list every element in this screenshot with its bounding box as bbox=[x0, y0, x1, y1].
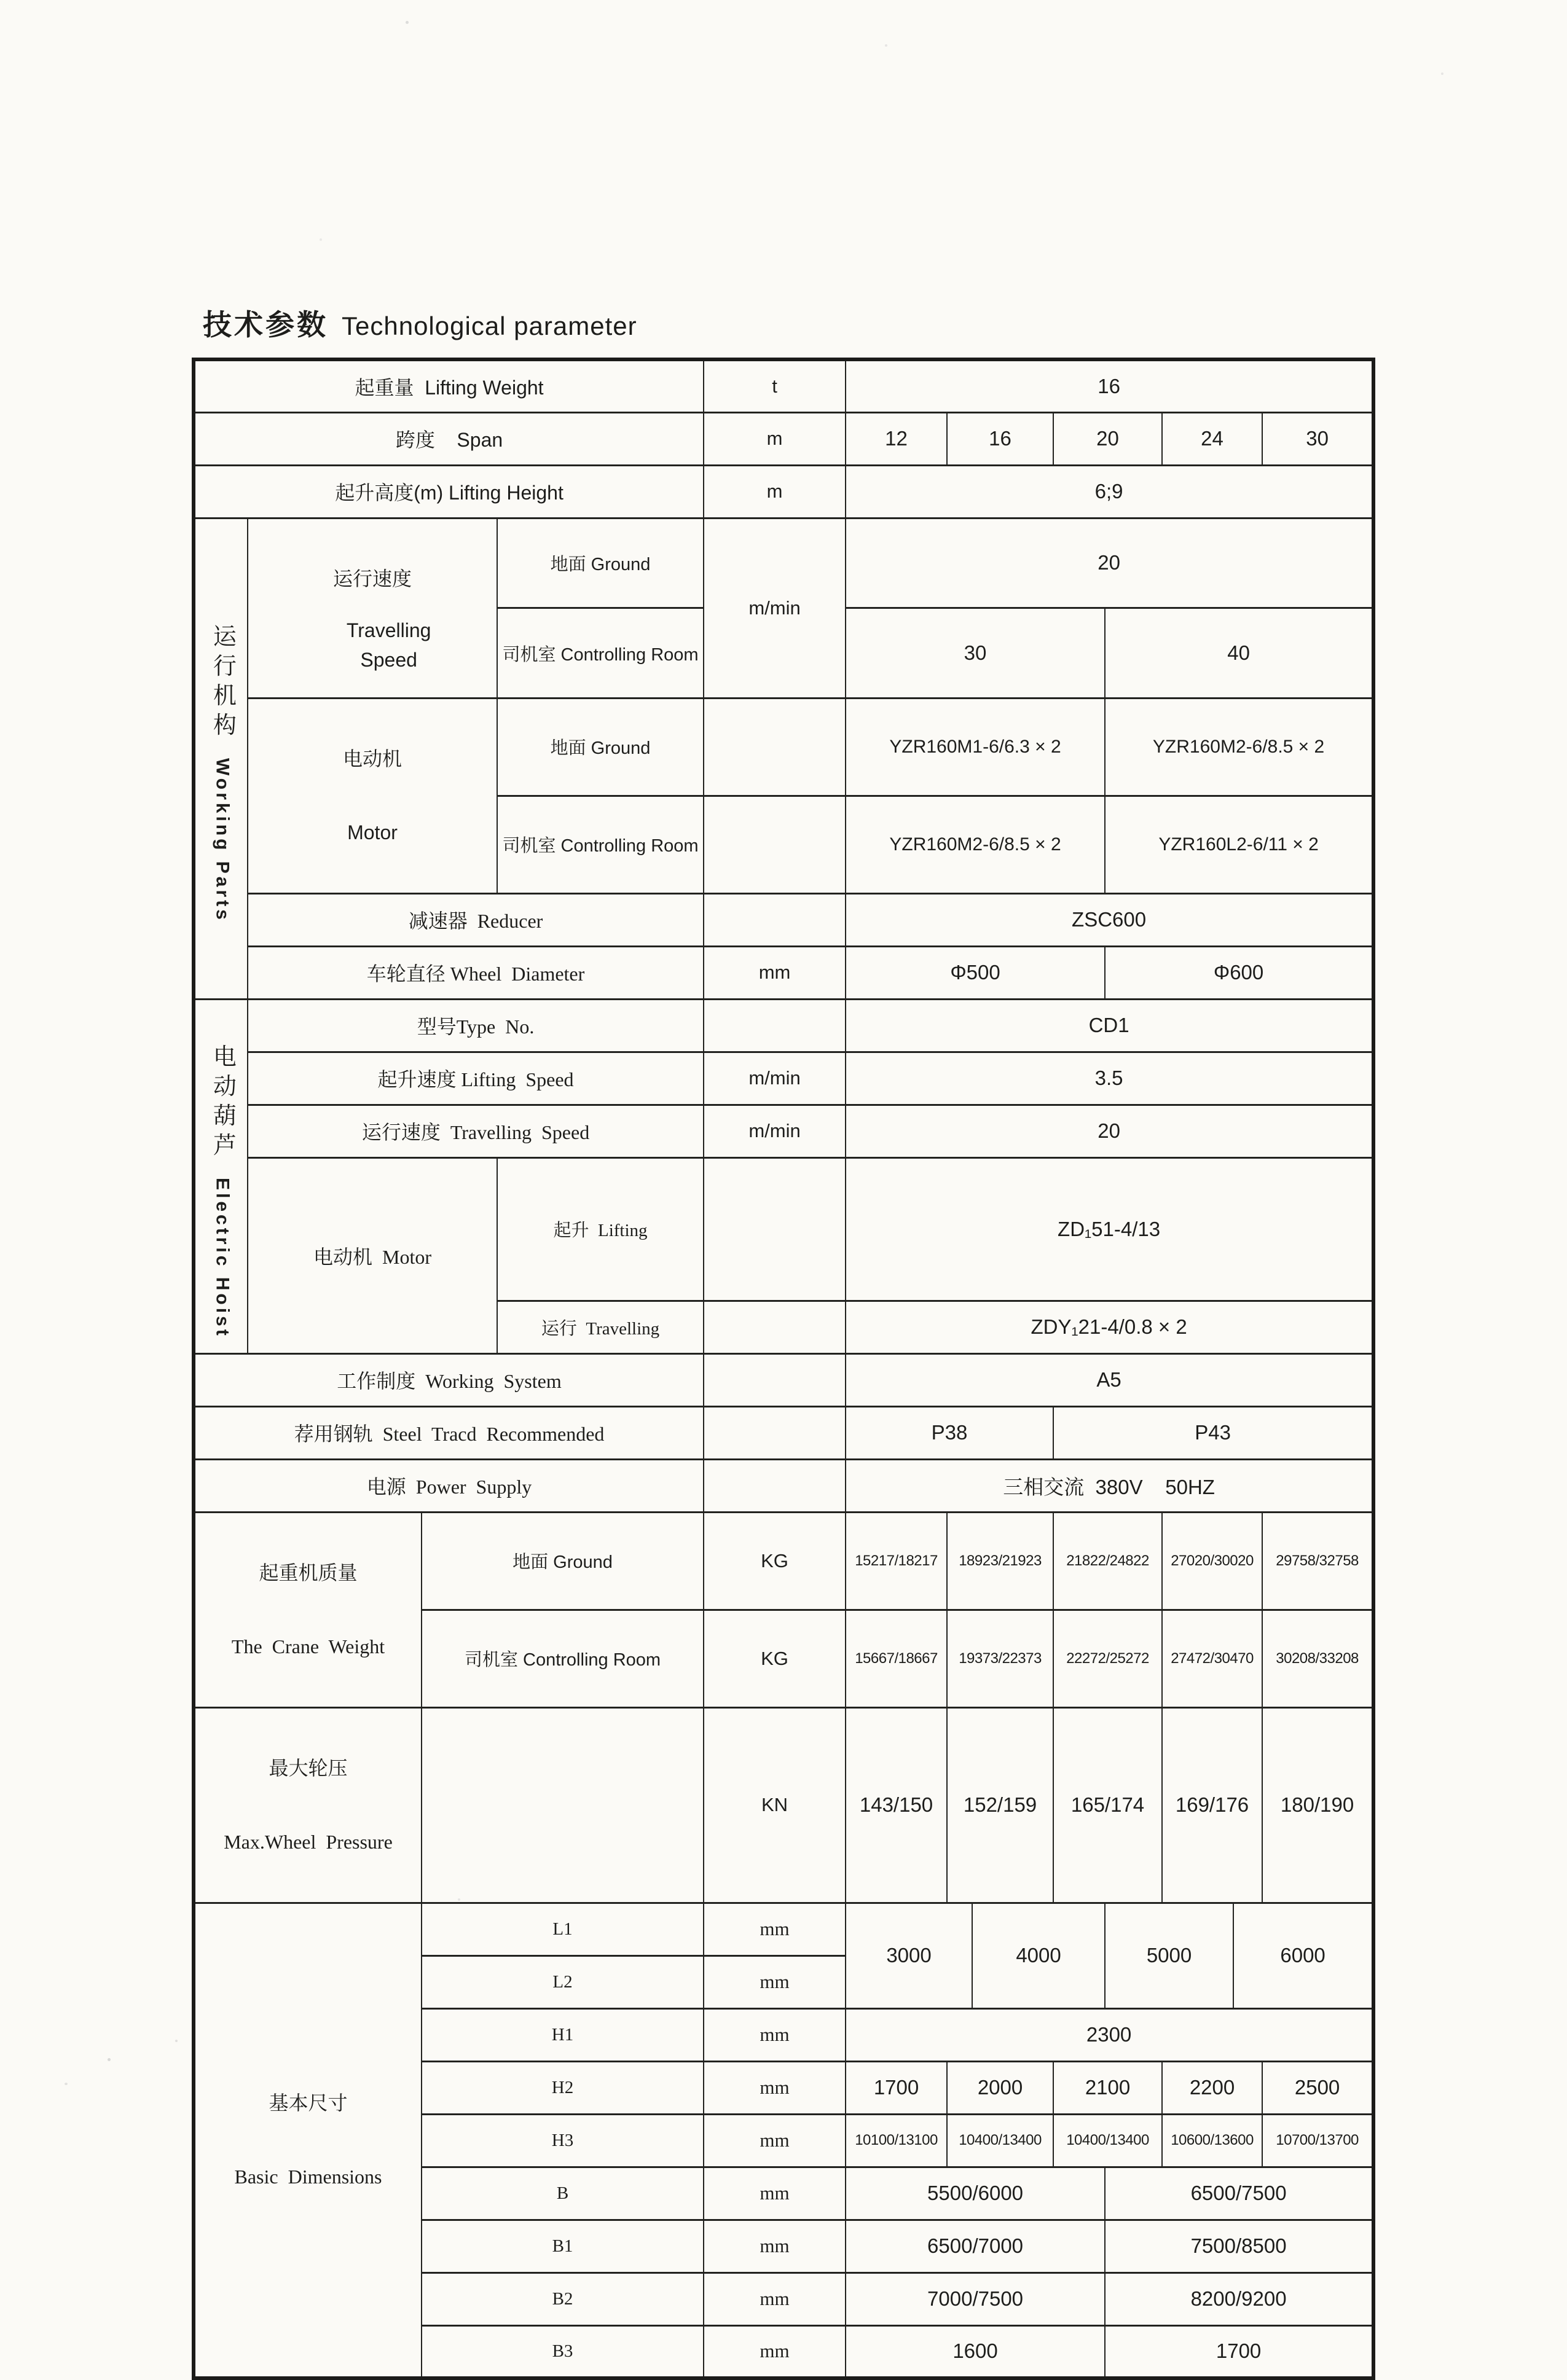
label-hoist-motor: 电动机 Motor bbox=[248, 1157, 497, 1353]
label-crane-weight-en: The Crane Weight bbox=[231, 1635, 385, 1658]
label-basic-dimensions-zh: 基本尺寸 bbox=[269, 2091, 348, 2114]
value-cwr-1: 15667/18667 bbox=[846, 1610, 947, 1707]
scan-speck bbox=[885, 44, 887, 47]
row-crane-weight-ground bbox=[194, 1512, 1373, 1610]
cell-empty-max-wheel bbox=[422, 1707, 704, 1903]
label-wheel-diameter: 车轮直径 Wheel Diameter bbox=[248, 946, 704, 999]
value-h3-1: 10100/13100 bbox=[846, 2114, 947, 2167]
row-wp-motor-ground bbox=[194, 698, 1373, 796]
label-lifting-height: 起升高度(m) Lifting Height bbox=[194, 465, 704, 518]
label-hoist-lifting-speed: 起升速度 Lifting Speed bbox=[248, 1052, 704, 1105]
value-b1-right: 7500/8500 bbox=[1105, 2220, 1373, 2272]
row-lifting-height bbox=[194, 465, 1373, 518]
label-max-wheel-pressure bbox=[194, 1707, 422, 1903]
value-lifting-weight: 16 bbox=[846, 359, 1373, 412]
value-mwp-5: 180/190 bbox=[1262, 1707, 1373, 1903]
scan-speck bbox=[320, 238, 322, 241]
label-wp-motor-room: 司机室 Controlling Room bbox=[497, 796, 704, 893]
value-b-left: 5500/6000 bbox=[846, 2167, 1105, 2220]
value-cwr-5: 30208/33208 bbox=[1262, 1610, 1373, 1707]
unit-empty-hoist-motor-travelling bbox=[704, 1301, 846, 1353]
section-electric-hoist-zh: 电动葫芦 bbox=[209, 1044, 235, 1162]
label-ts-ground: 地面 Ground bbox=[497, 518, 704, 608]
value-cwr-3: 22272/25272 bbox=[1053, 1610, 1162, 1707]
unit-empty-steel-track bbox=[704, 1406, 846, 1459]
label-crane-weight-zh: 起重机质量 bbox=[259, 1561, 358, 1584]
value-reducer: ZSC600 bbox=[846, 893, 1373, 946]
value-working-system: A5 bbox=[846, 1353, 1373, 1406]
value-h2-4: 2200 bbox=[1162, 2061, 1262, 2114]
unit-empty-motor-ground bbox=[704, 698, 846, 796]
value-h2-2: 2000 bbox=[947, 2061, 1053, 2114]
value-span-16: 16 bbox=[947, 412, 1053, 465]
value-wheel-diameter-600: Φ600 bbox=[1105, 946, 1373, 999]
value-span-24: 24 bbox=[1162, 412, 1262, 465]
unit-empty-hoist-motor-lifting bbox=[704, 1157, 846, 1301]
value-h3-3: 10400/13400 bbox=[1053, 2114, 1162, 2167]
row-span bbox=[194, 412, 1373, 465]
row-steel-track bbox=[194, 1406, 1373, 1459]
scan-speck bbox=[175, 2040, 178, 2042]
row-max-wheel-pressure bbox=[194, 1707, 1373, 1903]
value-hoist-motor-lifting: ZD₁51-4/13 bbox=[846, 1157, 1373, 1301]
label-crane-weight-room: 司机室 Controlling Room bbox=[422, 1610, 704, 1707]
label-reducer: 减速器 Reducer bbox=[248, 893, 704, 946]
section-electric-hoist-en: Electric Hoist bbox=[212, 1178, 233, 1339]
unit-empty-power-supply bbox=[704, 1459, 846, 1512]
label-basic-dimensions-en: Basic Dimensions bbox=[234, 2166, 382, 2188]
row-dim-l1 bbox=[194, 1903, 1373, 1955]
label-hoist-motor-lifting: 起升 Lifting bbox=[497, 1157, 704, 1301]
unit-hoist-travelling-speed: m/min bbox=[704, 1105, 846, 1157]
unit-empty-working-system bbox=[704, 1353, 846, 1406]
value-b-right: 6500/7500 bbox=[1105, 2167, 1373, 2220]
value-cwg-1: 15217/18217 bbox=[846, 1512, 947, 1610]
value-cwr-2: 19373/22373 bbox=[947, 1610, 1053, 1707]
page-title-zh: 技术参数 bbox=[203, 308, 328, 341]
label-span: 跨度 Span bbox=[194, 412, 704, 465]
unit-lifting-weight: t bbox=[704, 359, 846, 412]
value-dim-h1: 2300 bbox=[846, 2008, 1373, 2061]
unit-crane-weight-ground: KG bbox=[704, 1512, 846, 1610]
label-power-supply: 电源 Power Supply bbox=[194, 1459, 704, 1512]
value-ts-ground: 20 bbox=[846, 518, 1373, 608]
unit-span: m bbox=[704, 412, 846, 465]
value-mwp-1: 143/150 bbox=[846, 1707, 947, 1903]
value-span-30: 30 bbox=[1262, 412, 1373, 465]
label-dim-h3: H3 bbox=[422, 2114, 704, 2167]
row-type-no bbox=[194, 999, 1373, 1052]
row-power-supply bbox=[194, 1459, 1373, 1512]
value-hoist-lifting-speed: 3.5 bbox=[846, 1052, 1373, 1105]
unit-dim-b3: mm bbox=[704, 2325, 846, 2378]
unit-dim-h1: mm bbox=[704, 2008, 846, 2061]
row-wheel-diameter bbox=[194, 946, 1373, 999]
label-hoist-motor-travelling: 运行 Travelling bbox=[497, 1301, 704, 1353]
label-wp-motor-zh: 电动机 bbox=[342, 747, 402, 770]
page-title bbox=[203, 302, 637, 343]
label-max-wheel-pressure-zh: 最大轮压 bbox=[269, 1756, 348, 1779]
value-l1l2-4000: 4000 bbox=[972, 1903, 1105, 2008]
scan-speck bbox=[65, 2083, 68, 2085]
scan-speck bbox=[406, 21, 409, 24]
scan-speck bbox=[108, 2058, 111, 2061]
value-type-no: CD1 bbox=[846, 999, 1373, 1052]
label-wp-motor-en: Motor bbox=[347, 821, 398, 844]
unit-dim-l1: mm bbox=[704, 1903, 846, 1955]
unit-dim-b2: mm bbox=[704, 2272, 846, 2325]
label-dim-b2: B2 bbox=[422, 2272, 704, 2325]
label-hoist-travelling-speed: 运行速度 Travelling Speed bbox=[248, 1105, 704, 1157]
value-cwg-3: 21822/24822 bbox=[1053, 1512, 1162, 1610]
value-hoist-travelling-speed: 20 bbox=[846, 1105, 1373, 1157]
section-electric-hoist bbox=[194, 999, 248, 1353]
unit-wheel-diameter: mm bbox=[704, 946, 846, 999]
value-h3-5: 10700/13700 bbox=[1262, 2114, 1373, 2167]
label-dim-l1: L1 bbox=[422, 1903, 704, 1955]
label-basic-dimensions bbox=[194, 1903, 422, 2378]
label-dim-b3: B3 bbox=[422, 2325, 704, 2378]
label-crane-weight bbox=[194, 1512, 422, 1707]
value-l1l2-3000: 3000 bbox=[846, 1903, 972, 2008]
page-title-en: Technological parameter bbox=[342, 311, 637, 340]
value-motor-room-2: YZR160L2-6/11 × 2 bbox=[1105, 796, 1373, 893]
value-h2-3: 2100 bbox=[1053, 2061, 1162, 2114]
value-h3-2: 10400/13400 bbox=[947, 2114, 1053, 2167]
unit-lifting-height: m bbox=[704, 465, 846, 518]
value-power-supply: 三相交流 380V 50HZ bbox=[846, 1459, 1373, 1512]
label-wp-motor bbox=[248, 698, 497, 893]
value-b2-right: 8200/9200 bbox=[1105, 2272, 1373, 2325]
value-b3-right: 1700 bbox=[1105, 2325, 1373, 2378]
row-travelling-speed-ground bbox=[194, 518, 1373, 608]
label-crane-weight-ground: 地面 Ground bbox=[422, 1512, 704, 1610]
value-cwg-2: 18923/21923 bbox=[947, 1512, 1053, 1610]
value-l1l2-6000: 6000 bbox=[1233, 1903, 1373, 2008]
value-l1l2-5000: 5000 bbox=[1105, 1903, 1233, 2008]
row-working-system bbox=[194, 1353, 1373, 1406]
label-max-wheel-pressure-en: Max.Wheel Pressure bbox=[224, 1831, 393, 1854]
value-hoist-motor-travelling: ZDY₁21-4/0.8 × 2 bbox=[846, 1301, 1373, 1353]
unit-empty-type-no bbox=[704, 999, 846, 1052]
value-motor-ground-2: YZR160M2-6/8.5 × 2 bbox=[1105, 698, 1373, 796]
unit-hoist-lifting-speed: m/min bbox=[704, 1052, 846, 1105]
value-steel-track-p43: P43 bbox=[1053, 1406, 1373, 1459]
value-mwp-3: 165/174 bbox=[1053, 1707, 1162, 1903]
label-steel-track: 荐用钢轨 Steel Tracd Recommended bbox=[194, 1406, 704, 1459]
section-working-parts-en: Working Parts bbox=[212, 757, 233, 923]
scan-speck bbox=[458, 1898, 460, 1901]
label-dim-h1: H1 bbox=[422, 2008, 704, 2061]
section-working-parts bbox=[194, 518, 248, 999]
value-cwr-4: 27472/30470 bbox=[1162, 1610, 1262, 1707]
value-cwg-5: 29758/32758 bbox=[1262, 1512, 1373, 1610]
unit-dim-l2: mm bbox=[704, 1955, 846, 2008]
value-span-12: 12 bbox=[846, 412, 947, 465]
scan-speck bbox=[1441, 72, 1443, 75]
value-h2-1: 1700 bbox=[846, 2061, 947, 2114]
value-h3-4: 10600/13600 bbox=[1162, 2114, 1262, 2167]
unit-empty-motor-room bbox=[704, 796, 846, 893]
label-travelling-speed-zh: 运行速度 bbox=[332, 567, 412, 590]
value-wheel-diameter-500: Φ500 bbox=[846, 946, 1105, 999]
label-dim-b: B bbox=[422, 2167, 704, 2220]
value-b1-left: 6500/7000 bbox=[846, 2220, 1105, 2272]
label-travelling-speed bbox=[248, 518, 497, 698]
section-working-parts-text bbox=[198, 602, 245, 922]
label-dim-l2: L2 bbox=[422, 1955, 704, 2008]
value-ts-room-30: 30 bbox=[846, 608, 1105, 699]
row-hoist-motor-lifting bbox=[194, 1157, 1373, 1301]
value-ts-room-40: 40 bbox=[1105, 608, 1373, 699]
value-h2-5: 2500 bbox=[1262, 2061, 1373, 2114]
value-b3-left: 1600 bbox=[846, 2325, 1105, 2378]
row-lifting-weight bbox=[194, 359, 1373, 412]
value-span-20: 20 bbox=[1053, 412, 1162, 465]
label-working-system: 工作制度 Working System bbox=[194, 1353, 704, 1406]
label-dim-h2: H2 bbox=[422, 2061, 704, 2114]
row-hoist-lifting-speed bbox=[194, 1052, 1373, 1105]
row-reducer bbox=[194, 893, 1373, 946]
section-working-parts-zh: 运行机构 bbox=[209, 624, 235, 742]
technological-parameter-table bbox=[192, 358, 1375, 2380]
value-b2-left: 7000/7500 bbox=[846, 2272, 1105, 2325]
label-type-no: 型号Type No. bbox=[248, 999, 704, 1052]
value-cwg-4: 27020/30020 bbox=[1162, 1512, 1262, 1610]
unit-max-wheel-pressure: KN bbox=[704, 1707, 846, 1903]
value-steel-track-p38: P38 bbox=[846, 1406, 1053, 1459]
unit-empty-reducer bbox=[704, 893, 846, 946]
value-mwp-2: 152/159 bbox=[947, 1707, 1053, 1903]
label-wp-motor-ground: 地面 Ground bbox=[497, 698, 704, 796]
section-electric-hoist-text bbox=[198, 1022, 245, 1339]
label-ts-room: 司机室 Controlling Room bbox=[497, 608, 704, 699]
value-mwp-4: 169/176 bbox=[1162, 1707, 1262, 1903]
label-dim-b1: B1 bbox=[422, 2220, 704, 2272]
label-travelling-speed-en: Travelling Speed bbox=[346, 619, 437, 671]
unit-dim-b1: mm bbox=[704, 2220, 846, 2272]
value-motor-ground-1: YZR160M1-6/6.3 × 2 bbox=[846, 698, 1105, 796]
unit-dim-b: mm bbox=[704, 2167, 846, 2220]
unit-crane-weight-room: KG bbox=[704, 1610, 846, 1707]
value-lifting-height: 6;9 bbox=[846, 465, 1373, 518]
value-motor-room-1: YZR160M2-6/8.5 × 2 bbox=[846, 796, 1105, 893]
unit-travelling-speed: m/min bbox=[704, 518, 846, 698]
unit-dim-h2: mm bbox=[704, 2061, 846, 2114]
label-lifting-weight: 起重量 Lifting Weight bbox=[194, 359, 704, 412]
row-hoist-travelling-speed bbox=[194, 1105, 1373, 1157]
unit-dim-h3: mm bbox=[704, 2114, 846, 2167]
